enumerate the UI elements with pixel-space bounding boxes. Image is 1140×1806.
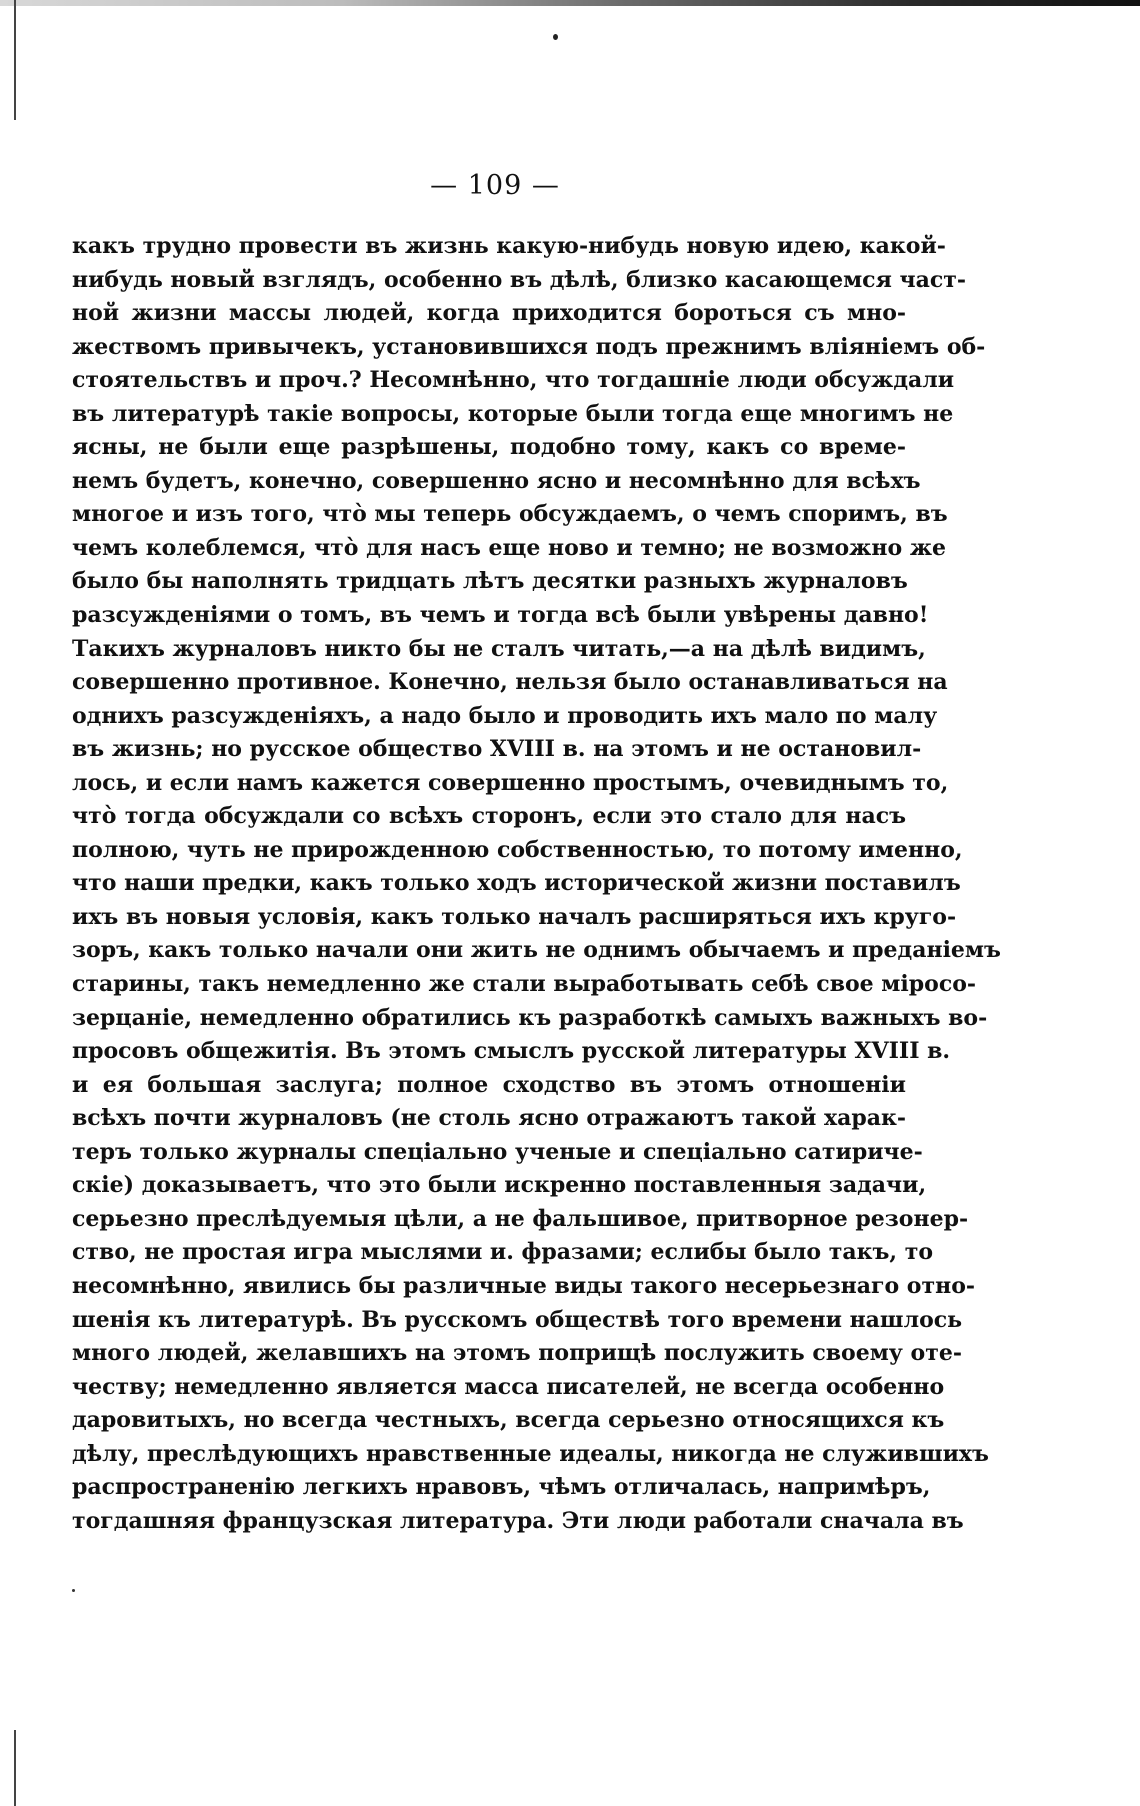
text-line: совершенно противное. Конечно, нельзя было останавливаться на [72, 669, 948, 696]
text-line: полною, чуть не прирожденною собственностью, то потому именно, [72, 836, 963, 863]
text-line: ихъ въ новыя условія, какъ только началъ расширяться ихъ круго- [72, 903, 957, 930]
text-line: въ жизнь; но русское общество XVIII в. на этомъ и не остановил- [72, 736, 922, 763]
text-line: дѣлу, преслѣдующихъ нравственные идеалы, никогда не служившихъ [72, 1440, 989, 1467]
text-line: всѣхъ почти журналовъ (не столь ясно отражаютъ такой харак- [72, 1105, 906, 1132]
text-line: что̀ тогда обсуждали со всѣхъ сторонъ, если это стало для насъ [72, 803, 906, 830]
scan-left-edge [14, 0, 16, 120]
body-text [72, 230, 1001, 1538]
text-line: какъ трудно провести въ жизнь какую-нибудь новую идею, какой- [72, 233, 946, 259]
text-line: ство, не простая игра мыслями и. фразами; еслибы было такъ, то [72, 1239, 933, 1266]
scan-left-edge-lower [14, 1730, 16, 1806]
text-line: чемъ колеблемся, что̀ для насъ еще ново и темно; не возможно же [72, 534, 947, 561]
page-number: — 109 — [430, 170, 560, 201]
text-line: стоятельствъ и проч.? Несомнѣнно, что тогдашніе люди обсуждали [72, 367, 955, 394]
text-line: что наши предки, какъ только ходъ исторической жизни поставилъ [72, 870, 961, 897]
text-line: нибудь новый взглядъ, особенно въ дѣлѣ, близко касающемся част- [72, 266, 967, 293]
text-line: просовъ общежитія. Въ этомъ смыслъ русской литературы XVIII в. [72, 1038, 951, 1065]
text-line: шенія къ литературѣ. Въ русскомъ обществѣ того времени нашлось [72, 1306, 963, 1333]
text-line: теръ только журналы спеціально ученые и спеціально сатириче- [72, 1138, 923, 1165]
text-line: въ литературѣ такіе вопросы, которые были тогда еще многимъ не [72, 400, 954, 427]
text-line: немъ будетъ, конечно, совершенно ясно и несомнѣнно для всѣхъ [72, 467, 921, 494]
text-line: тогдашняя французская литература. Эти люди работали сначала въ [72, 1507, 964, 1534]
scan-speck [553, 34, 558, 40]
text-line: много людей, желавшихъ на этомъ поприщѣ послужить своему оте- [72, 1340, 962, 1367]
scan-speck [72, 1589, 75, 1592]
text-line: однихъ разсужденіяхъ, а надо было и проводить ихъ мало по малу [72, 702, 938, 729]
text-line: ной жизни массы людей, когда приходится бороться съ мно- [72, 300, 906, 327]
text-line: старины, такъ немедленно же стали выработывать себѣ свое міросо- [72, 971, 977, 998]
text-line: скіе) доказываетъ, что это были искренно поставленныя задачи, [72, 1172, 927, 1199]
text-line: ясны, не были еще разрѣшены, подобно тому, какъ со време- [72, 434, 906, 461]
text-line: разсужденіями о томъ, въ чемъ и тогда всѣ были увѣрены давно! [72, 602, 929, 629]
text-line: жествомъ привычекъ, установившихся подъ прежнимъ вліяніемъ об- [72, 333, 986, 360]
text-line: честву; немедленно является масса писателей, не всегда особенно [72, 1373, 945, 1400]
text-line: несомнѣнно, явились бы различные виды такого несерьезнаго отно- [72, 1272, 975, 1299]
scan-top-edge [0, 0, 1140, 6]
text-line: даровитыхъ, но всегда честныхъ, всегда серьезно относящихся къ [72, 1407, 945, 1434]
text-line: распространенію легкихъ нравовъ, чѣмъ отличалась, напримѣръ, [72, 1474, 931, 1501]
text-line: многое и изъ того, что̀ мы теперь обсуждаемъ, о чемъ споримъ, въ [72, 501, 948, 528]
text-line: было бы наполнять тридцать лѣтъ десятки разныхъ журналовъ [72, 568, 908, 595]
text-line: лось, и если намъ кажется совершенно простымъ, очевиднымъ то, [72, 769, 949, 796]
text-line: Такихъ журналовъ никто бы не сталъ читать,—а на дѣлѣ видимъ, [72, 635, 926, 662]
text-line: серьезно преслѣдуемыя цѣли, а не фальшивое, притворное резонер- [72, 1205, 969, 1232]
text-line: зерцаніе, немедленно обратились къ разработкѣ самыхъ важныхъ во- [72, 1004, 988, 1031]
text-line: зоръ, какъ только начали они жить не однимъ обычаемъ и преданіемъ [72, 937, 1001, 964]
text-line: и ея большая заслуга; полное сходство въ этомъ отношеніи [72, 1071, 906, 1098]
